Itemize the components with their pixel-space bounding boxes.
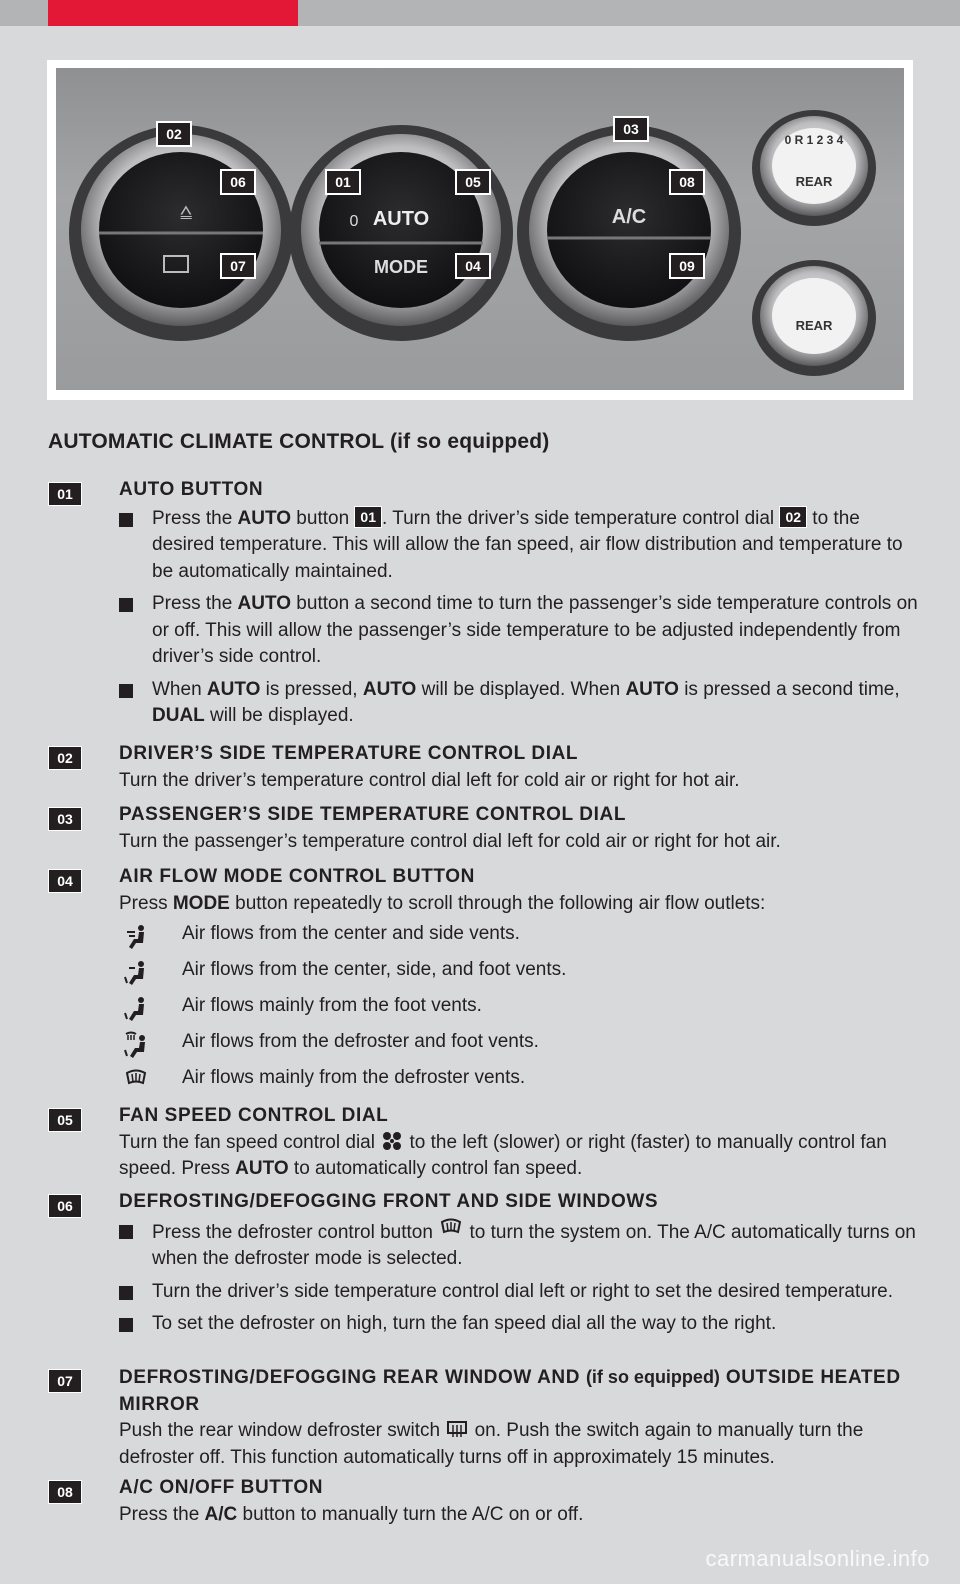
section-heading: AUTO BUTTON xyxy=(119,479,264,500)
inline-label-01: 01 xyxy=(354,506,382,528)
top-color-bar xyxy=(0,0,960,26)
photo-label-08: 08 xyxy=(669,169,705,195)
bullet-item: Turn the driver’s side temperature control dial left or right to set the desired temperature. xyxy=(119,1279,919,1306)
section-number-04: 04 xyxy=(48,869,82,893)
section-heading: A/C ON/OFF BUTTON xyxy=(119,1477,324,1498)
section-heading: FAN SPEED CONTROL DIAL xyxy=(119,1105,389,1126)
red-accent-tab xyxy=(48,0,298,26)
defrost-icon xyxy=(123,1067,149,1095)
bullet-item: To set the defroster on high, turn the fan speed dial all the way to the right. xyxy=(119,1311,919,1338)
section-text: Turn the driver’s temperature control dial left for cold air or right for hot air. xyxy=(119,769,740,791)
section-fan-speed-dial xyxy=(119,1103,919,1183)
vent-defrost-foot-icon xyxy=(123,1031,149,1059)
front-defrost-glyph: ⩠ xyxy=(179,199,193,223)
vent-face-icon xyxy=(123,923,149,951)
photo-label-04: 04 xyxy=(455,253,491,279)
watermark: carmanualsonline.info xyxy=(705,1546,930,1571)
vent-foot-icon xyxy=(123,995,149,1023)
bullet-item: Press the AUTO button a second time to turn the passenger’s side temperature controls on or off. This will allow the passenger’s side temperature to be adjusted independently from driver’s side control. xyxy=(119,591,919,671)
photo-label-02: 02 xyxy=(156,121,192,147)
section-passenger-temp-dial xyxy=(119,802,919,855)
section-number-06: 06 xyxy=(48,1194,82,1218)
section-air-flow-mode xyxy=(119,864,919,1101)
section-text: Turn the passenger’s temperature control dial left for cold air or right for hot air. xyxy=(119,830,781,852)
rear-dial-1-label: REAR xyxy=(795,174,833,189)
section-number-07: 07 xyxy=(48,1369,82,1393)
section-number-08: 08 xyxy=(48,1480,82,1504)
panel-image xyxy=(56,68,904,390)
mode-item: Air flows from the center and side vents. xyxy=(119,921,919,957)
section-text: Turn the fan speed control dial to the left (slower) or right (faster) to manually control fan speed. Press AUTO to automatically control fan speed. xyxy=(119,1131,887,1179)
mode-item: Air flows mainly from the defroster vents. xyxy=(119,1065,919,1101)
dial-3-ac: A/C xyxy=(611,206,647,228)
page-title: AUTOMATIC CLIMATE CONTROL (if so equipped) xyxy=(48,430,550,453)
mode-item: Air flows from the center, side, and foot vents. xyxy=(119,957,919,993)
section-heading: AIR FLOW MODE CONTROL BUTTON xyxy=(119,866,475,887)
section-ac-button xyxy=(119,1475,919,1528)
photo-label-07: 07 xyxy=(220,253,256,279)
section-number-01: 01 xyxy=(48,482,82,506)
mode-item: Air flows mainly from the foot vents. xyxy=(119,993,919,1029)
photo-label-05: 05 xyxy=(455,169,491,195)
rear-dial-2-face xyxy=(772,278,856,354)
photo-label-06: 06 xyxy=(220,169,256,195)
bullet-item: When AUTO is pressed, AUTO will be displayed. When AUTO is pressed a second time, DUAL will be displayed. xyxy=(119,677,919,730)
section-front-defrost xyxy=(119,1189,919,1338)
section-number-03: 03 xyxy=(48,807,82,831)
inline-label-02: 02 xyxy=(779,506,807,528)
bullet-item: Press the AUTO button 01 . Turn the driver’s side temperature control dial 02 to the desired temperature. This will allow the fan speed, air flow distribution and temperature to be automatically maintained. xyxy=(119,506,919,586)
section-heading: DEFROSTING/DEFOGGING REAR WINDOW AND (if so equipped) OUTSIDE HEATED MIRROR xyxy=(119,1367,901,1415)
section-driver-temp-dial xyxy=(119,741,919,794)
rear-dial-1-digits: 0 R 1 2 3 4 xyxy=(784,133,844,147)
section-rear-defrost xyxy=(119,1364,919,1471)
fan-icon xyxy=(380,1131,404,1151)
section-heading: PASSENGER’S SIDE TEMPERATURE CONTROL DIAL xyxy=(119,804,627,825)
section-number-02: 02 xyxy=(48,746,82,770)
photo-label-03: 03 xyxy=(613,116,649,142)
dial-2-auto: AUTO xyxy=(372,208,430,230)
rear-dial-2-label: REAR xyxy=(795,318,833,333)
front-defrost-icon xyxy=(438,1218,464,1238)
section-text: Press the A/C button to manually turn the A/C on or off. xyxy=(119,1503,584,1525)
section-heading: DRIVER’S SIDE TEMPERATURE CONTROL DIAL xyxy=(119,743,579,764)
section-heading: DEFROSTING/DEFOGGING FRONT AND SIDE WINDOWS xyxy=(119,1191,659,1212)
dial-2-mode: MODE xyxy=(374,257,428,277)
climate-panel-photo xyxy=(47,60,913,400)
photo-label-09: 09 xyxy=(669,253,705,279)
section-text: Push the rear window defroster switch on. Push the switch again to manually turn the defroster off. This function automatically turns off in approximately 15 minutes. xyxy=(119,1420,864,1468)
rear-defrost-icon xyxy=(445,1419,469,1439)
dial-2-zero: 0 xyxy=(349,213,359,230)
section-text: Press MODE button repeatedly to scroll through the following air flow outlets: xyxy=(119,892,766,914)
photo-label-01: 01 xyxy=(325,169,361,195)
section-auto-button xyxy=(119,477,919,730)
section-number-05: 05 xyxy=(48,1108,82,1132)
bullet-item: Press the defroster control button to turn the system on. The A/C automatically turns on when the defroster mode is selected. xyxy=(119,1218,919,1273)
vent-bilevel-icon xyxy=(123,959,149,987)
panel-illustration xyxy=(56,68,904,390)
mode-item: Air flows from the defroster and foot vents. xyxy=(119,1029,919,1065)
